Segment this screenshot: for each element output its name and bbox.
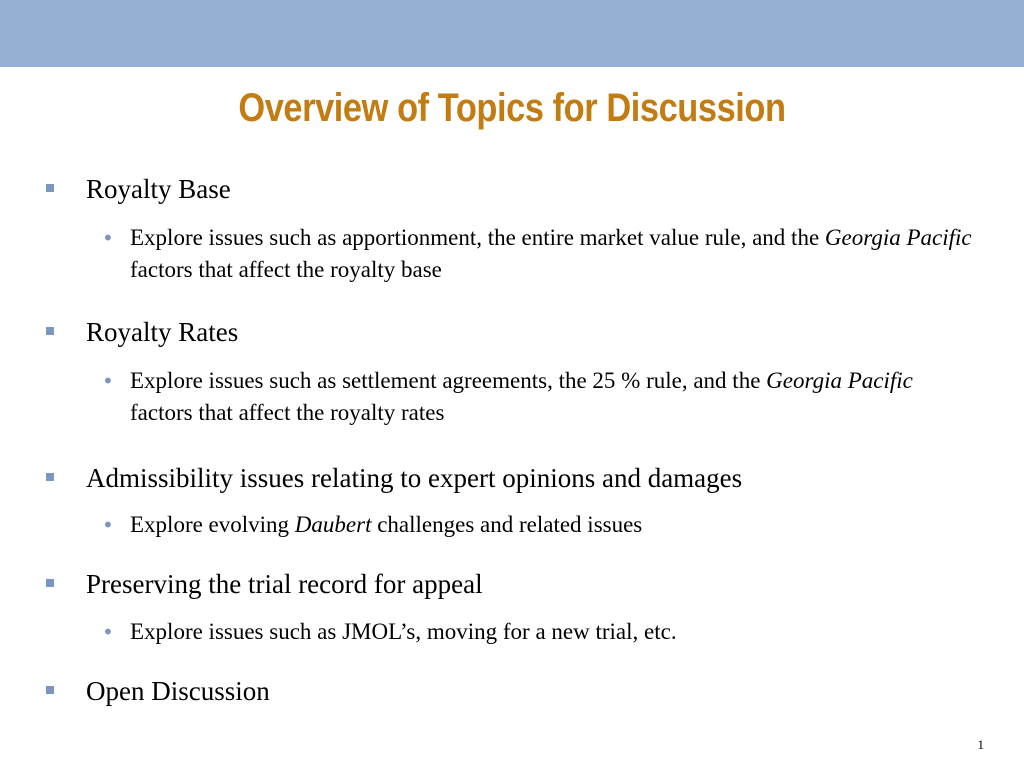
sub-bullet-preserving-record — [130, 616, 990, 648]
sub-bullet-italic: Daubert — [294, 512, 372, 537]
bullet-royalty-rates: Royalty Rates — [86, 317, 239, 347]
square-bullet-icon — [46, 579, 54, 587]
square-bullet-icon — [46, 473, 54, 481]
sub-bullet-italic: Georgia Pacific — [766, 368, 913, 393]
dot-bullet-icon: • — [102, 226, 114, 250]
sub-bullet-royalty-rates — [130, 365, 960, 429]
bullet-preserving-record: Preserving the trial record for appeal — [86, 569, 483, 599]
bullet-royalty-base: Royalty Base — [86, 174, 231, 204]
square-bullet-icon — [46, 184, 54, 192]
sub-bullet-text: factors that affect the royalty base — [130, 257, 442, 282]
sub-bullet-text: factors that affect the royalty rates — [130, 400, 445, 425]
sub-bullet-royalty-base — [130, 222, 990, 286]
sub-bullet-text: Explore issues such as apportionment, the entire market value rule, and the — [130, 225, 825, 250]
sub-bullet-text: Explore evolving — [130, 512, 295, 537]
slide-title: Overview of Topics for Discussion — [238, 86, 786, 130]
sub-bullet-text: Explore issues such as JMOL’s, moving for a new trial, etc. — [130, 619, 677, 644]
sub-bullet-italic: Georgia Pacific — [824, 225, 972, 250]
sub-bullet-text: challenges and related issues — [371, 512, 643, 537]
bullet-admissibility: Admissibility issues relating to expert opinions and damages — [86, 463, 743, 493]
dot-bullet-icon: • — [102, 513, 114, 537]
dot-bullet-icon: • — [102, 369, 114, 393]
sub-bullet-admissibility — [130, 509, 990, 541]
page-number: 1 — [977, 737, 984, 752]
bullet-open-discussion: Open Discussion — [86, 676, 270, 706]
dot-bullet-icon: • — [102, 620, 114, 644]
square-bullet-icon — [46, 327, 54, 335]
square-bullet-icon — [46, 686, 54, 694]
sub-bullet-text: Explore issues such as settlement agreements, the 25 % rule, and the — [130, 368, 767, 393]
